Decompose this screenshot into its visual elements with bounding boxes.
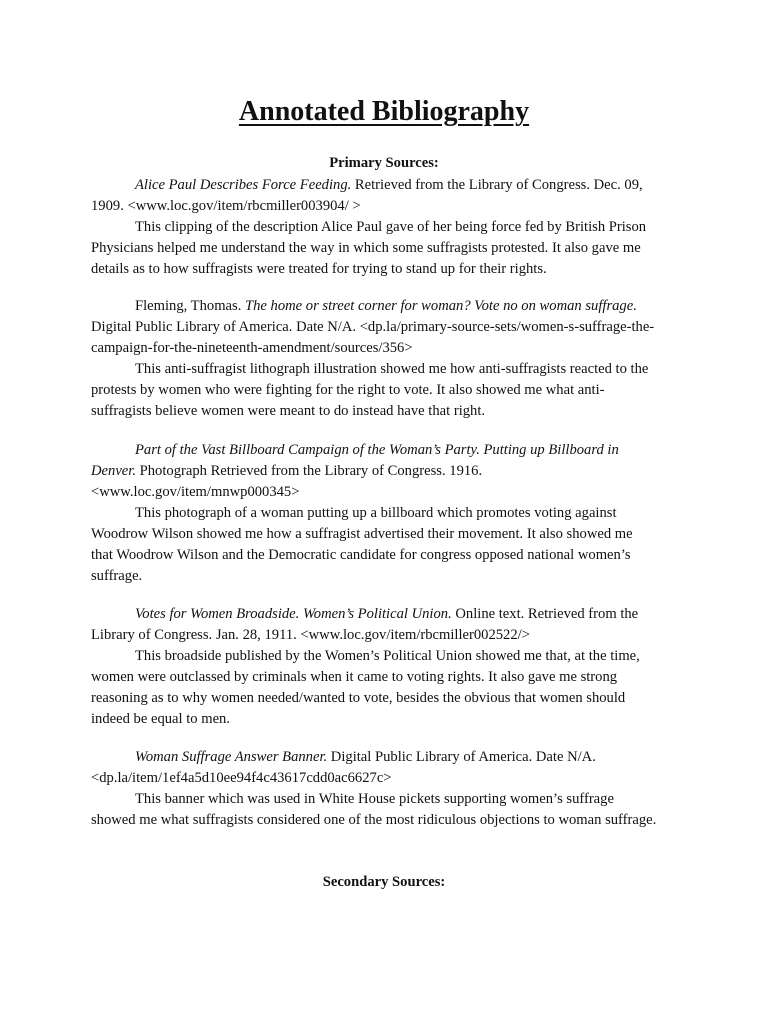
bibliography-entry	[91, 296, 691, 422]
annotation-line: This anti-suffragist lithograph illustration showed me how anti-suffragists reacted to the	[135, 361, 649, 377]
citation-text: 1909. <www.loc.gov/item/rbcmiller003904/ >	[91, 198, 361, 214]
citation-line	[91, 175, 691, 196]
annotation-line: protests by women who were fighting for the right to vote. It also showed me what anti-	[91, 382, 605, 398]
annotation-line: Woodrow Wilson showed me how a suffragist advertised their movement. It also showed me	[91, 526, 633, 542]
citation-line: <dp.la/item/1ef4a5d10ee94f4c43617cdd0ac6627c>	[91, 770, 392, 786]
citation-text: Digital Public Library of America. Date N/A.	[327, 749, 596, 765]
annotation-line: This broadside published by the Women’s Political Union showed me that, at the time,	[135, 648, 640, 664]
page-title: Annotated Bibliography	[238, 96, 530, 127]
citation-line: <www.loc.gov/item/mnwp000345>	[91, 484, 300, 500]
annotation-line: suffragists believe women were meant to do instead have that right.	[91, 403, 486, 419]
citation-line	[91, 747, 691, 768]
bibliography-entry	[91, 175, 691, 280]
annotation-line: suffrage.	[91, 568, 143, 584]
primary-sources-heading: Primary Sources:	[329, 155, 439, 171]
citation-title: Votes for Women Broadside. Women’s Political Union.	[135, 606, 452, 622]
bibliography-entry	[91, 747, 691, 831]
bibliography-entry	[91, 440, 691, 587]
citation-text: Photograph Retrieved from the Library of Congress. 1916.	[135, 463, 483, 479]
citation-line: Digital Public Library of America. Date N/A. <dp.la/primary-source-sets/women-s-suffrage-the-	[91, 319, 655, 335]
citation-line	[91, 296, 691, 317]
citation-title: The home or street corner for woman? Vote no on woman suffrage.	[245, 298, 637, 314]
bibliography-entry	[91, 604, 691, 730]
annotation-line: showed me what suffragists considered one of the most ridiculous objections to woman suffrage.	[91, 812, 657, 828]
annotation-line: women were outclassed by criminals when it came to voting rights. It also gave me strong	[91, 669, 618, 685]
citation-title: Part of the Vast Billboard Campaign of the Woman’s Party. Putting up Billboard in	[135, 442, 619, 458]
citation-line	[91, 604, 691, 625]
annotation-line: that Woodrow Wilson and the Democratic candidate for congress opposed national women’s	[91, 547, 631, 563]
citation-line: Library of Congress. Jan. 28, 1911. <www.loc.gov/item/rbcmiller002522/>	[91, 627, 530, 643]
secondary-sources-heading: Secondary Sources:	[322, 874, 446, 890]
citation-line	[91, 440, 691, 461]
annotation-line: This banner which was used in White House pickets supporting women’s suffrage	[135, 791, 614, 807]
citation-line: campaign-for-the-nineteenth-amendment/sources/356>	[91, 340, 413, 356]
annotation-line: indeed be equal to men.	[91, 711, 230, 727]
citation-title: Denver.	[91, 463, 136, 479]
annotation-line: reasoning as to why women needed/wanted to vote, besides the obvious that women should	[91, 690, 626, 706]
citation-text: Retrieved from the Library of Congress. Dec. 09,	[351, 177, 643, 193]
citation-line	[91, 461, 691, 482]
citation-title: Woman Suffrage Answer Banner.	[135, 749, 328, 765]
annotation-line: Physicians helped me understand the way in which some suffragists protested. It also gave me	[91, 240, 641, 256]
annotation-line: This photograph of a woman putting up a billboard which promotes voting against	[135, 505, 617, 521]
citation-author: Fleming, Thomas.	[135, 298, 245, 314]
citation-text: Online text. Retrieved from the	[451, 606, 639, 622]
citation-title: Alice Paul Describes Force Feeding.	[135, 177, 352, 193]
annotation-line: This clipping of the description Alice Paul gave of her being force fed by British Prison	[135, 219, 647, 235]
citation-line	[91, 196, 691, 217]
annotation-line: details as to how suffragists were treated for trying to stand up for their rights.	[91, 261, 547, 277]
